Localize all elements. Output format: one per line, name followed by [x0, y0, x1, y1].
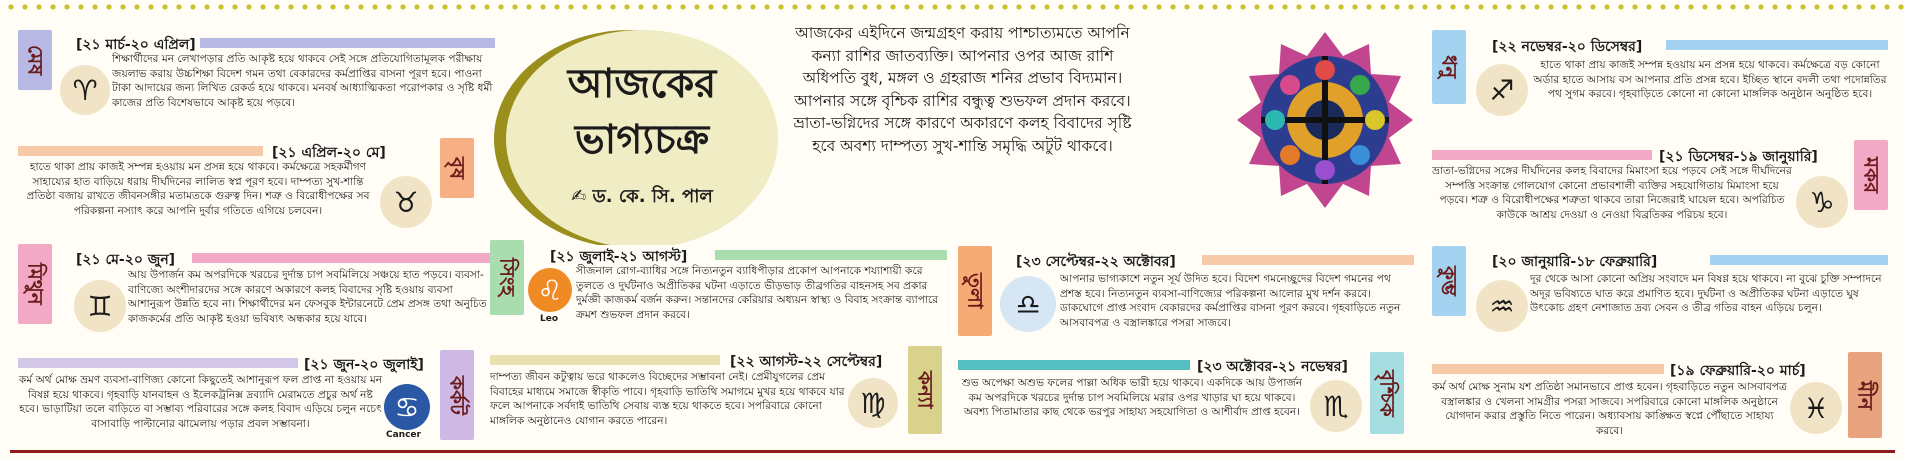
date-range: [২১ জুন-২০ জুলাই] — [300, 353, 428, 377]
fish-icon: ♓ — [1790, 382, 1842, 434]
date-bar — [18, 146, 263, 156]
forecast-text: কর্ম অর্থ মোক্ষ সুনাম যশ প্রতিষ্ঠা সমানভাবে প্রাপ্ত হবেন। গৃহবাড়িতে নতুন আসবাবপত্র বস্ত্রালঙ্কার ও খেলনা সামগ্রীর পসরা সাজবে। সপরিবারে কোনো মাঙ্গলিক অনুষ্ঠানে যোগদান করার প্রস্তুতি নিতে পারেন। অধ্যাবসায় কাঙ্ক্ষিত স্বপ্নে পৌঁছাতে সাহায্য করবে। — [1432, 381, 1787, 437]
wheel-dot — [1280, 75, 1300, 95]
image-label: Leo — [540, 314, 559, 324]
sign-tab-brisha — [440, 138, 474, 198]
forecast-text: কর্ম অর্থ মোক্ষ ভ্রমণ ব্যবসা-বাণিজ্য কোনো কিছুতেই আশানুরূপ ফল প্রাপ্ত না হওয়ায় মন বিষণ্ণ হয়ে থাকবে। গৃহবাড়ি যানবাহন ও ইলেকট্রনিক্স দ্রব্যাদি মেরামতে প্রচুর অর্থ নষ্ট হবে। ভাড়াটিয়া তলে বাড়িতে বা সম্ভাব্য পরিবারের সঙ্গে কলহ বিবাদ এড়িয়ে চলুন নচেৎ বাসাবাড়ি পাল্টানোর ঝামেলায় পড়ার প্রবল সম্ভাবনা। — [18, 374, 383, 430]
sign-tab-makar — [1854, 140, 1888, 210]
date-bar — [1710, 255, 1888, 265]
sign-name: তুলা — [963, 273, 988, 309]
water-bearer-icon: ♒ — [1476, 280, 1528, 332]
date-bar — [1666, 40, 1888, 50]
wheel-dot — [1265, 110, 1285, 130]
twins-icon: ♊ — [74, 280, 126, 332]
date-range: [২০ জানুয়ারি-১৮ ফেব্রুয়ারি] — [1488, 250, 1661, 274]
bottom-rule — [10, 450, 1895, 453]
wheel-dot — [1280, 145, 1300, 165]
forecast-text: দাম্পত্য জীবন কটুত্বায় ভরে থাকলেও বিচ্ছেদের সম্ভাবনা নেই। প্রেমীযুগলের প্রেম বিবাহের মাধ্যমে সমাজে স্বীকৃতি পাবে। গৃহবাড়ি ভাতিথি সমাগমে মুখর হয়ে থাকবে যার ফলে আপনাকে সর্বদাই ভাতিথি সেবায় ব্যস্ত হয়ে থাকতে হবে। সপরিবারে কোনো মাঙ্গলিক অনুষ্ঠানেও যোগান করতে পারেন। — [490, 371, 845, 427]
author-label: ড. কে. সি. পাল — [592, 186, 713, 207]
date-range: [২৩ অক্টোবর-২১ নভেম্বর] — [1193, 355, 1352, 379]
forecast-text: শিক্ষার্থীদের মন লেখাপড়ার প্রতি আকৃষ্ট হয়ে থাকবে সেই সঙ্গে প্রতিযোগিতামূলক পরীক্ষায় জয়লাভ করায় উচ্চশিক্ষা বিদেশ গমন তথা বেকারদের কর্মপ্রাপ্তির বাসনা পূরণ হবে। পাওনা টাকা আদায়ের জন্য লিখিত রেকর্ড হয়ে থাকবে। মনবর্ষ আধ্যাত্মিকতা পরোপকার ও সৃষ্টি ধর্মী কাজের প্রতি বিশেষভাবে আকৃষ্ট হয়ে পড়বে। — [112, 53, 493, 109]
date-range: [১৯ ফেব্রুয়ারি-২০ মার্চ] — [1666, 359, 1810, 383]
wheel-dot — [1350, 75, 1370, 95]
date-range: [২২ নভেম্বর-২০ ডিসেম্বর] — [1488, 35, 1646, 59]
sign-name: বৃশ্চিক — [1375, 369, 1400, 417]
sign-name: কন্যা — [913, 371, 938, 409]
date-range: [২২ আগস্ট-২২ সেপ্টেম্বর] — [726, 350, 886, 374]
date-range: [২১ মার্চ-২০ এপ্রিল] — [72, 33, 200, 57]
sign-tab-mithun — [18, 244, 52, 324]
scorpion-icon: ♏ — [1310, 380, 1362, 432]
sign-tab-dhanu — [1432, 30, 1466, 104]
crab-icon: ♋ — [384, 384, 430, 430]
title-line1: আজকের — [567, 61, 717, 107]
sign-tab-meen — [1848, 352, 1882, 438]
archer-icon: ♐ — [1476, 64, 1528, 116]
sign-name: কুম্ভ — [1437, 266, 1462, 296]
dotted-border — [0, 0, 1905, 14]
forecast-text: ভ্রাতা-ভগ্নিদের সঙ্গের দীর্ঘদিনের কলহ বিবাদের মিমাংসা হয়ে পড়বে সেই সঙ্গে দীর্ঘদিনের সম্পত্তি সংক্রান্ত গোলযোগ কোনো প্রভাবশালী ব্যক্তির সহযোগিতায় মিমাংসা হয়ে পড়বে। শত্রু ও বিরোধীপক্ষের শত্রুতা থাকবে তারা নিজেরাই ঘায়েল হবে। অপরিচিত কাউকে আশ্রয় দেওয়া ও নেওয়া বিব্রতিকর পরিচয় হবে। — [1432, 165, 1792, 221]
sign-tab-karkat — [440, 350, 474, 440]
pen-icon: ✍ — [571, 186, 587, 207]
sign-name: কর্কট — [445, 375, 470, 415]
forecast-text: হাতে থাকা প্রায় কাজই সম্পন্ন হওয়ায় মন প্রসন্ন হয়ে থাকবে। কর্মক্ষেত্রে সহকর্মীগণ সাহায্যের হাত বাড়িয়ে ধরায় দীর্ঘদিনের লালিত স্বপ্ন পূরণ হবে। দাম্পত্য সুখ-শান্তি প্রতিষ্ঠা বজায় রাখতে জীবনসঙ্গীর মতামতকে গুরুত্ব দিন। শত্রু ও বিরোধীপক্ষের সব পরিকল্পনা নস্যাৎ করে আপনি দুর্বার গতিতে এগিয়ে চলবেন। — [26, 161, 370, 217]
sign-name: ধনু — [1437, 55, 1462, 79]
date-range: [২১ ডিসেম্বর-১৯ জানুয়ারি] — [1655, 145, 1822, 169]
forecast-text: আপনার ভাগ্যকাশে নতুন সূর্য উদিত হবে। বিদেশ গমনেচ্ছুদের বিদেশ গমনের পথ প্রশস্ত হবে। নিত্যনতুন ব্যবসা-বাণিজ্যের পরিকল্পনা আলোর মুখ দর্শন করবে। ডাকঘোগে প্রাপ্ত সংবাদ বেকারদের কর্মপ্রাপ্তির বাসনা পূরণ করবে। গৃহবাড়িতে নতুন আসবাবপত্র ও বস্ত্রালঙ্কারে পসরা সাজবে। — [1060, 273, 1401, 329]
sign-name: বৃষ — [445, 156, 470, 180]
forecast-text: আয় উপার্জন কম অপরদিকে খরচের দুর্দান্ত চাপ সবমিলিয়ে সঞ্চয়ে হাত পড়বে। ব্যবসা-বাণিজ্যে অংশীদারদের সঙ্গে কারণে অকারণে কলহ বিবাদের সৃষ্টি হওয়ায় ব্যবসা আশানুরূপ উন্নতি হবে না। শিক্ষার্থীদের মন ফেসবুক ইন্টারনেটে প্রেম প্রসঙ্গ তথা অনুচিত কাজকর্মের প্রতি আকৃষ্ট হওয়া ভবিষ্যৎ অন্ধকার হয়ে যাবে। — [128, 269, 487, 325]
sign-name: সিংহ — [495, 258, 520, 297]
author-name — [506, 182, 778, 213]
date-bar — [715, 250, 947, 260]
wheel-dot — [1350, 145, 1370, 165]
image-label: Cancer — [386, 430, 421, 440]
date-bar — [1432, 150, 1652, 160]
zodiac-wheel-icon — [1230, 30, 1420, 210]
sign-tab-kanya — [908, 346, 942, 434]
virgin-icon: ♍ — [848, 378, 898, 428]
date-bar — [1432, 364, 1664, 374]
date-range: [২১ মে-২০ জুন] — [72, 248, 179, 272]
date-range: [২১ এপ্রিল-২০ মে] — [268, 141, 390, 165]
intro-text: আজকের এইদিনে জন্মগ্রহণ করায় পাশ্চাত্যমতে আপনি কন্যা রাশির জাতব্যক্তি। আপনার ওপর আজ রাশি অধিপতি বুধ, মঙ্গল ও গ্রহরাজ শনির প্রভাব বিদ্যমান। আপনার সঙ্গে বৃশ্চিক রাশির বন্ধুত্ব শুভফল প্রদান করবে। ভ্রাতা-ভগ্নিদের সঙ্গে কারণে অকারণে কলহ বিবাদের সৃষ্টি হবে অবশ্য দাম্পত্য সুখ-শান্তি সমৃদ্ধি অটুট থাকবে। — [793, 24, 1132, 155]
ram-icon: ♈ — [60, 65, 110, 115]
date-range: [২১ জুলাই-২১ আগস্ট] — [546, 245, 691, 269]
goat-icon: ♑ — [1796, 176, 1848, 228]
sign-tab-singha — [490, 240, 524, 315]
sign-name: মকর — [1859, 156, 1884, 194]
sign-tab-mesh — [18, 30, 52, 90]
sign-tab-brishchik — [1370, 352, 1404, 434]
wheel-dot — [1365, 110, 1385, 130]
sign-name: মেষ — [23, 44, 48, 76]
title-badge — [506, 30, 778, 248]
wheel-dot — [1315, 160, 1335, 180]
forecast-text: দূর থেকে আসা কোনো অপ্রিয় সংবাদে মন বিষণ্ণ হয়ে থাকবে। না বুঝে চুক্তি সম্পাদনে অদূর ভবিষ্যতে ঘাত করে প্রমাণিত হবে। দুর্ঘটনা ও অপ্রীতিকর ঘটনা এড়াতে ঘুষ উৎকোচ গ্রহণ নেশাজাত দ্রব্য সেবন ও তীব্র গতির বাহন এড়িয়ে চলুন। — [1530, 273, 1882, 315]
sign-tab-tula — [958, 246, 992, 336]
forecast-text: সীজনাল রোগ-ব্যাধির সঙ্গে নিত্যনতুন ব্যাধিপীড়ার প্রকোপ আপনাকে শয্যাশায়ী করে তুলতে ও দুর্ঘটনাও অপ্রীতিকর ঘটনা এড়াতে ভীড়ভাড় তীব্রগতির বাহনসহ সব প্রকার দুর্মজ্ঞী কাজকর্ম বর্জন করুন। সন্তানদের কেরিয়ার অধ্যয়ন স্বাস্থ্য ও বিবাহ সংক্রান্ত ব্যাপারে ক্রমশ শুভফল প্রদান করবে। — [576, 265, 939, 321]
sign-tab-kumbha — [1432, 246, 1466, 316]
date-range: [২৩ সেপ্টেম্বর-২২ অক্টোবর] — [1012, 250, 1180, 274]
bull-icon: ♉ — [380, 176, 432, 228]
forecast-text: শুভ অপেক্ষা অশুভ ফলের পাল্লা অধিক ভারী হয়ে থাকবে। একদিকে আয় উপার্জন কম অপরদিকে খরচের দুর্দান্ত চাপ সবমিলিয়ে মরার ওপর খাড়ার ঘা হয়ে থাকবে। অবশ্য পিতামাতার কাছ থেকে ভরপুর সাহায্য সহযোগিতা ও আশীর্বাদ প্রাপ্ত হবেন। — [961, 377, 1303, 419]
sign-name: মিথুন — [23, 263, 48, 305]
scales-icon: ♎ — [1000, 276, 1056, 332]
title-line2: ভাগ্যচক্র — [574, 117, 710, 163]
sign-name: মীন — [1853, 380, 1878, 410]
date-bar — [192, 253, 497, 263]
date-bar — [490, 355, 720, 365]
date-bar — [1202, 255, 1414, 265]
wheel-dot — [1315, 60, 1335, 80]
date-bar — [200, 38, 495, 48]
forecast-text: হাতে থাকা প্রায় কাজই সম্পন্ন হওয়ায় মন প্রসন্ন হয়ে থাকবে। কর্মক্ষেত্রে বড় কোনো অর্ডার হাতে আসায় বস আপনার প্রতি প্রসন্ন হবে। ইচ্ছিত স্থানে বদলী তথা পদোন্নতির পথ সুগম করবে। গৃহবাড়িতে কোনো না কোনো মাঙ্গলিক অনুষ্ঠান অনুষ্ঠিত হবে। — [1533, 59, 1887, 101]
lion-icon: ♌ — [528, 268, 572, 312]
date-bar — [18, 358, 298, 368]
date-bar — [958, 360, 1190, 370]
